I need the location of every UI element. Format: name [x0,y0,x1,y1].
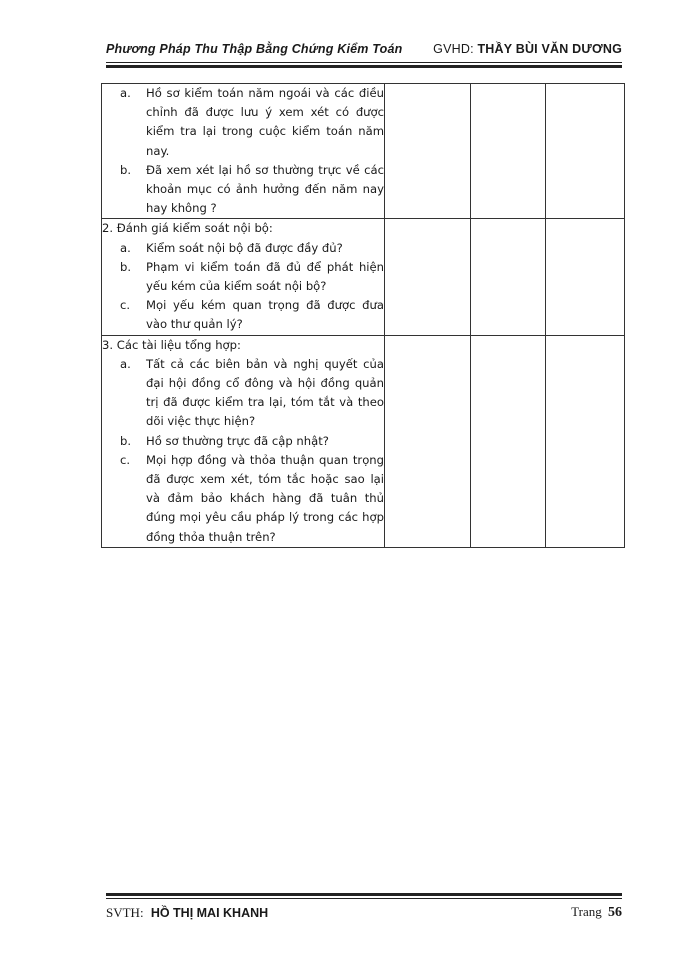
answer-cell [385,84,471,219]
page-header [106,42,622,62]
advisor-name: THẦY BÙI VĂN DƯƠNG [477,42,622,56]
page-label: Trang [571,904,602,919]
page-number: 56 [608,905,622,920]
item-label: c. [120,452,131,467]
advisor-label: GVHD: [433,42,474,56]
item-text: Hồ sơ kiểm toán năm ngoái và các điều chỉnh đã được lưu ý xem xét có được kiểm tra lại trong cuộc kiểm toán năm nay. [146,86,384,158]
item-label: a. [120,86,131,100]
advisor-info [433,42,622,56]
student-label: SVTH: [106,905,144,920]
answer-cell [385,335,471,547]
answer-cell [385,219,471,335]
checklist-item [102,161,384,219]
item-text: Mọi hợp đồng và thỏa thuận quan trọng đã được xem xét, tóm tắc hoặc sao lại và đảm bảo khách hàng đã tuân thủ đúng mọi yêu cầu pháp lý trong các hợp đồng thỏa thuận trên? [146,452,384,544]
checklist-item [102,451,384,547]
checklist-item [102,296,384,334]
item-label: c. [120,298,131,313]
item-label: a. [120,356,131,371]
answer-cell [471,335,546,547]
answer-cell [546,219,625,335]
checklist-item [102,84,384,161]
item-label: b. [120,162,132,177]
header-rule-thick [106,65,622,68]
item-text: Tất cả các biên bản và nghị quyết của đại hội đồng cổ đông và hội đồng quản trị đã được kiểm tra lại, tóm tắt và theo dõi việc thực hiện? [146,356,384,429]
footer-rule-thick [106,893,622,896]
checklist-item [102,355,384,432]
item-text: Hồ sơ thường trực đã cập nhật? [146,433,329,448]
answer-cell [471,84,546,219]
checklist-row [102,84,625,219]
checklist-item [102,258,384,296]
section-title: 2. Đánh giá kiểm soát nội bộ: [102,221,273,236]
item-text: Đã xem xét lại hồ sơ thường trực về các khoản mục có ảnh hưởng đến năm nay hay không ? [146,162,384,216]
checklist-row [102,335,625,547]
footer-rule-thin [106,898,622,899]
student-info [106,905,268,921]
header-rule-thin [106,62,622,63]
document-title: Phương Pháp Thu Thập Bằng Chứng Kiểm Toán [106,42,403,56]
answer-cell [471,219,546,335]
checklist-table [101,83,625,548]
answer-cell [546,335,625,547]
item-text: Mọi yếu kém quan trọng đã được đưa vào thư quản lý? [146,298,384,332]
checklist-content-cell [102,335,385,547]
page-number-block [571,904,622,921]
item-label: a. [120,240,131,255]
checklist-item [102,239,384,258]
checklist-content-cell [102,219,385,335]
item-text: Phạm vi kiểm toán đã đủ để phát hiện yếu kém của kiểm soát nội bộ? [146,259,384,294]
item-label: b. [120,433,132,448]
item-text: Kiểm soát nội bộ đã được đầy đủ? [146,240,343,255]
student-name: HỒ THỊ MAI KHANH [150,906,269,920]
item-label: b. [120,259,132,274]
checklist-row [102,219,625,335]
checklist-item [102,432,384,451]
answer-cell [546,84,625,219]
checklist-content-cell [102,84,385,219]
section-title: 3. Các tài liệu tổng hợp: [102,337,241,352]
